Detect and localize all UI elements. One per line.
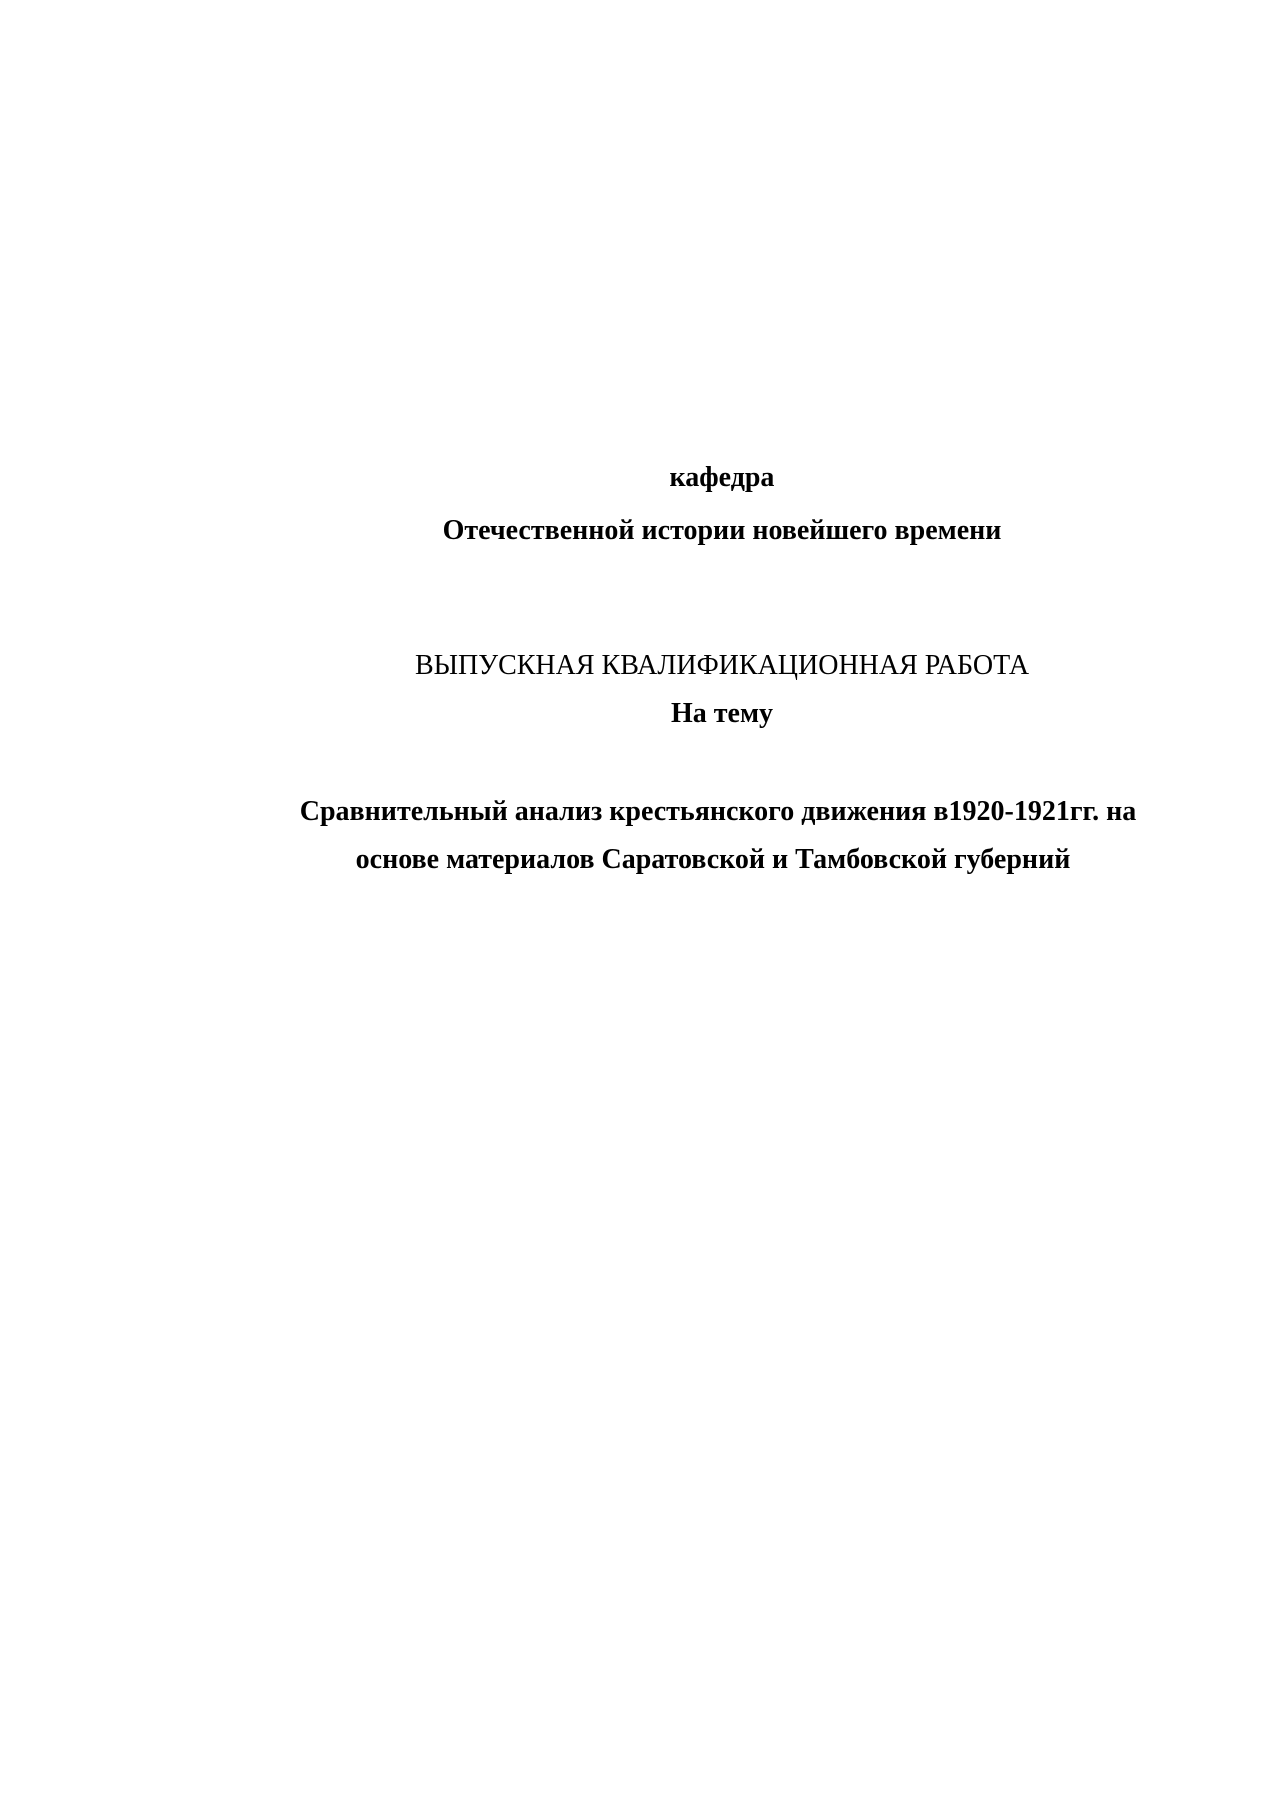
thesis-title-line-1: Сравнительный анализ крестьянского движения в1920-1921гг. на (299, 796, 1137, 827)
topic-label: На тему (670, 698, 774, 729)
department-label: кафедра (669, 462, 775, 493)
department-name: Отечественной истории новейшего времени (442, 515, 1002, 546)
work-type-heading: ВЫПУСКНАЯ КВАЛИФИКАЦИОННАЯ РАБОТА (414, 650, 1030, 681)
thesis-title-line-2: основе материалов Саратовской и Тамбовской губерний (355, 844, 1071, 875)
